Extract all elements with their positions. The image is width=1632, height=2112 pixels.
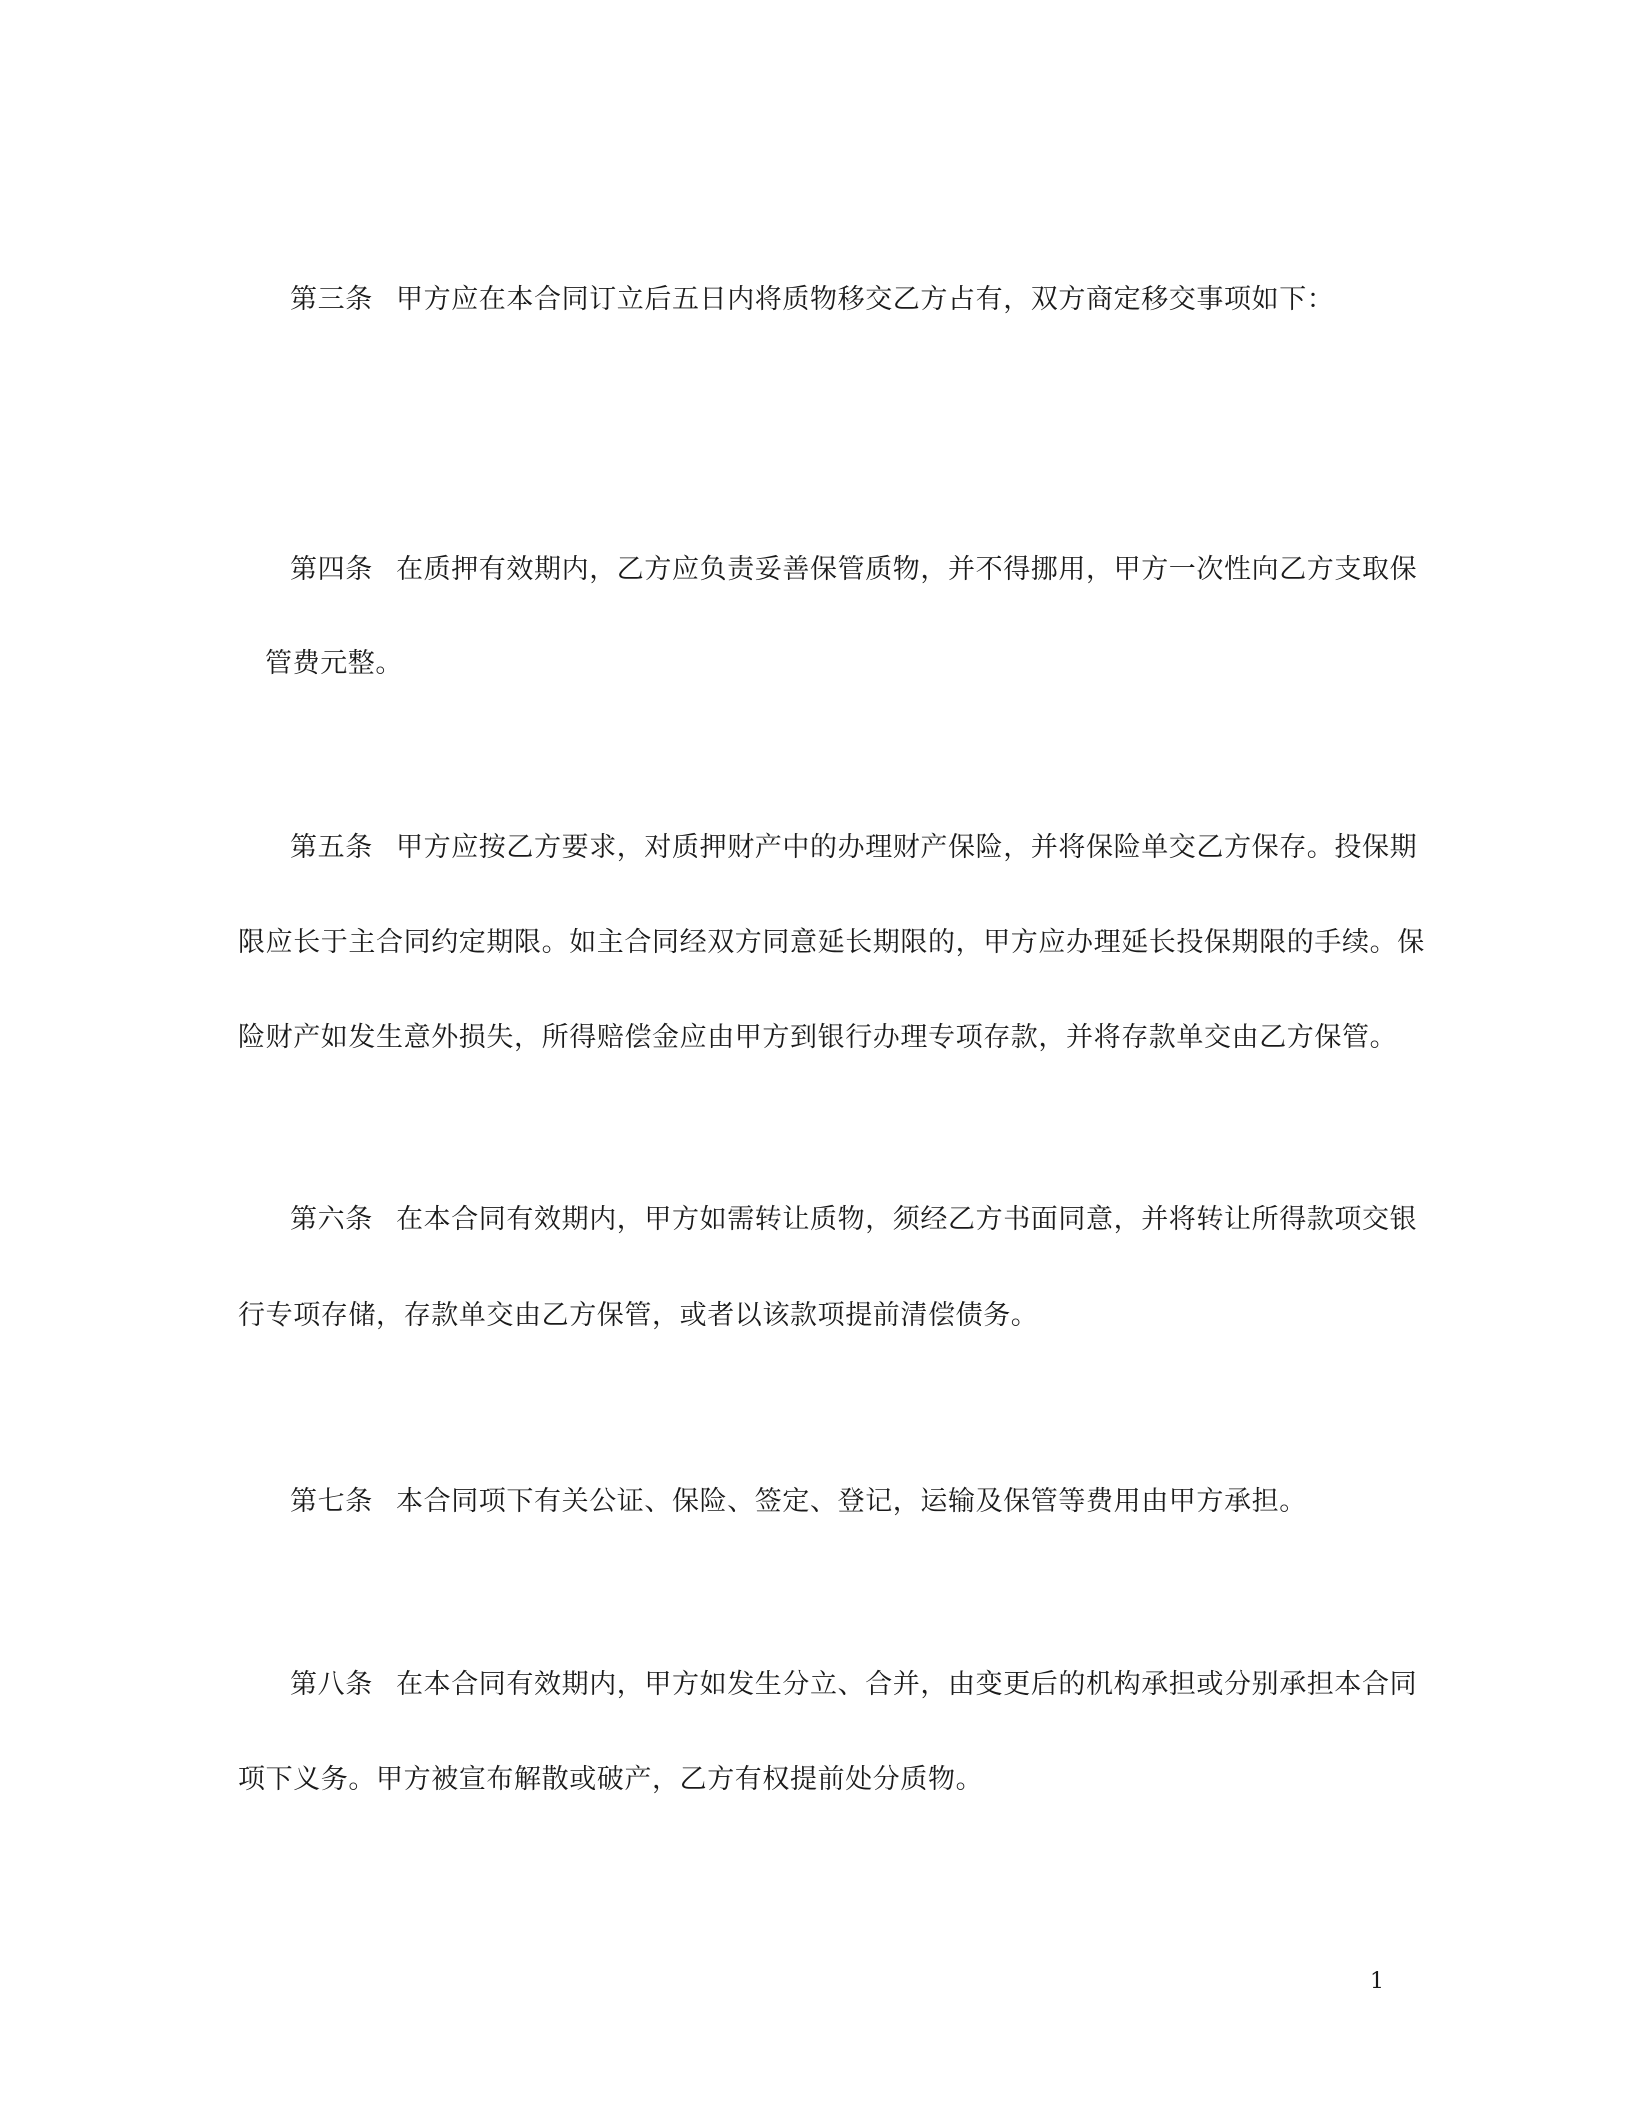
- page-number: 1: [1370, 1969, 1384, 1994]
- article-5-line-3: [238, 1020, 1397, 1056]
- article-number: 第六条: [290, 1204, 373, 1235]
- article-number: 第八条: [290, 1669, 373, 1700]
- article-6-line-2: [238, 1298, 1038, 1334]
- article-number: 第三条: [290, 284, 373, 315]
- article-5-line-1: [290, 830, 1417, 866]
- article-8-line-1: [290, 1667, 1417, 1703]
- article-6-line-1: [290, 1202, 1417, 1238]
- article-text: 在质押有效期内，乙方应负责妥善保管质物，并不得挪用，甲方一次性向乙方支取保: [396, 554, 1418, 585]
- article-number: 第五条: [290, 832, 373, 863]
- article-number: 第四条: [290, 554, 373, 585]
- article-text: 本合同项下有关公证、保险、签定、登记，运输及保管等费用由甲方承担。: [396, 1486, 1307, 1517]
- article-5-line-2: [238, 925, 1425, 961]
- article-text: 在本合同有效期内，甲方如需转让质物，须经乙方书面同意，并将转让所得款项交银: [396, 1204, 1418, 1235]
- article-number: 第七条: [290, 1486, 373, 1517]
- article-3-line-1: [290, 282, 1334, 318]
- article-8-line-2: [238, 1762, 983, 1798]
- article-text: 在本合同有效期内，甲方如发生分立、合并，由变更后的机构承担或分别承担本合同: [396, 1669, 1418, 1700]
- article-4-line-2: [265, 646, 403, 682]
- article-text: 限应长于主合同约定期限。如主合同经双方同意延长期限的，甲方应办理延长投保期限的手续。保: [238, 927, 1425, 958]
- article-text: 甲方应按乙方要求，对质押财产中的办理财产保险，并将保险单交乙方保存。投保期: [396, 832, 1418, 863]
- article-text: 项下义务。甲方被宣布解散或破产，乙方有权提前处分质物。: [238, 1764, 984, 1795]
- article-text: 行专项存储，存款单交由乙方保管，或者以该款项提前清偿债务。: [238, 1300, 1039, 1331]
- article-text: 险财产如发生意外损失，所得赔偿金应由甲方到银行办理专项存款，并将存款单交由乙方保管。: [238, 1022, 1398, 1053]
- article-4-line-1: [290, 552, 1417, 588]
- article-7-line-1: [290, 1484, 1307, 1520]
- article-text: 甲方应在本合同订立后五日内将质物移交乙方占有，双方商定移交事项如下：: [396, 284, 1335, 315]
- article-text: 管费元整。: [265, 648, 403, 679]
